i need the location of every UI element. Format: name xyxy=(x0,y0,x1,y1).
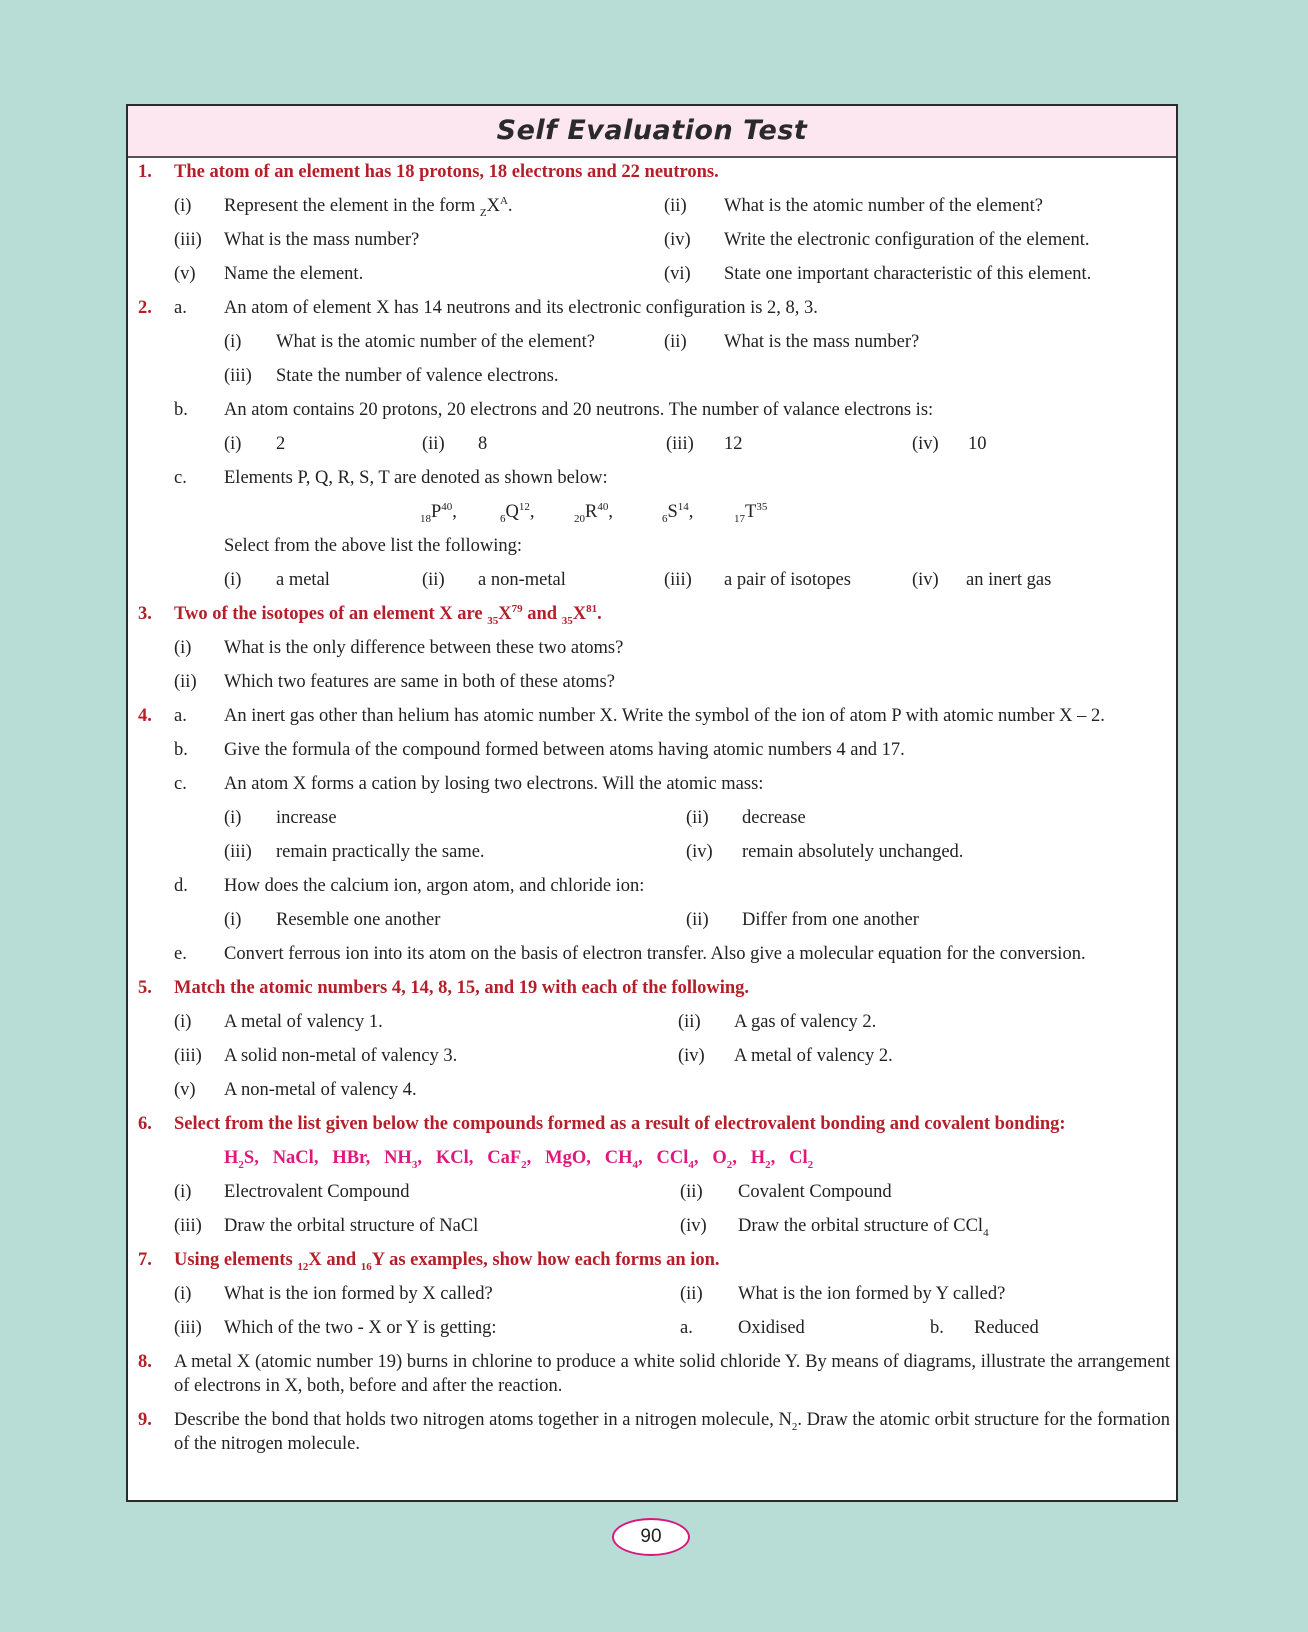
part-label: b. xyxy=(174,740,188,760)
element-p: $_{18}P^{40}$, xyxy=(420,501,457,525)
part-label: b. xyxy=(174,400,188,420)
item-label: (v) xyxy=(174,1080,196,1100)
question-number: 3. xyxy=(138,604,152,624)
item-text: What is the atomic number of the element? xyxy=(276,332,596,352)
part-text: An atom contains 20 protons, 20 electrons and 20 neutrons. The number of valance electrons is: xyxy=(224,400,934,420)
item-text: State one important characteristic of this element. xyxy=(724,264,1092,284)
part-text: An atom of element X has 14 neutrons and its electronic configuration is 2, 8, 3. xyxy=(224,298,818,318)
element-t: $_{17}T^{35}$ xyxy=(734,501,768,525)
option-text: a pair of isotopes xyxy=(724,570,851,590)
item-text: remain practically the same. xyxy=(276,842,485,862)
item-text: What is the atomic number of the element? xyxy=(724,196,1044,216)
item-label: (ii) xyxy=(664,332,687,352)
item-text: Name the element. xyxy=(224,264,364,284)
option-label: (ii) xyxy=(422,434,445,454)
option-text: 2 xyxy=(276,434,286,454)
item-text: Electrovalent Compound xyxy=(224,1182,410,1202)
item-text: What is the mass number? xyxy=(224,230,420,250)
compound: KCl, xyxy=(435,1148,474,1168)
item-label: b. xyxy=(930,1318,944,1338)
item-label: (iii) xyxy=(174,1046,202,1066)
question-stem: Using elements $_{12}$X and $_{16}$Y as examples, show how each forms an ion. xyxy=(174,1250,720,1273)
item-text: A metal of valency 2. xyxy=(734,1046,893,1066)
question-number: 9. xyxy=(138,1410,152,1430)
compound-formulas xyxy=(224,1146,813,1170)
question-stem: Select from the list given below the compounds formed as a result of electrovalent bonding and covalent bonding: xyxy=(174,1114,1066,1134)
item-text: State the number of valence electrons. xyxy=(276,366,559,386)
item-label: (ii) xyxy=(680,1182,703,1202)
item-label: (ii) xyxy=(174,672,197,692)
item-text: What is the ion formed by X called? xyxy=(224,1284,493,1304)
item-text: Which two features are same in both of these atoms? xyxy=(224,672,615,692)
item-text: Represent the element in the form $_ZX^A$. xyxy=(224,195,513,219)
item-label: (iii) xyxy=(174,230,202,250)
question-number: 2. xyxy=(138,298,152,318)
element-r: $_{20}R^{40}$, xyxy=(574,501,613,525)
item-label: (i) xyxy=(174,1284,192,1304)
question-number: 8. xyxy=(138,1352,152,1372)
compound: $O_2$, xyxy=(712,1148,737,1171)
item-label: (i) xyxy=(174,1012,192,1032)
item-text: A non-metal of valency 4. xyxy=(224,1080,417,1100)
question-number: 7. xyxy=(138,1250,152,1270)
item-label: (iii) xyxy=(224,842,252,862)
questions xyxy=(128,158,1176,1498)
item-label: (iii) xyxy=(174,1216,202,1236)
item-text: decrease xyxy=(742,808,806,828)
option-text: 8 xyxy=(478,434,488,454)
question-stem: Match the atomic numbers 4, 14, 8, 15, and 19 with each of the following. xyxy=(174,978,750,998)
part-text: An atom X forms a cation by losing two electrons. Will the atomic mass: xyxy=(224,774,764,794)
item-text: Write the electronic configuration of the element. xyxy=(724,230,1090,250)
item-text: What is the ion formed by Y called? xyxy=(738,1284,1006,1304)
question-stem: The atom of an element has 18 protons, 18 electrons and 22 neutrons. xyxy=(174,162,719,182)
item-text: A metal of valency 1. xyxy=(224,1012,383,1032)
page-number: 90 xyxy=(612,1518,690,1556)
item-label: (iv) xyxy=(678,1046,705,1066)
option-text: 12 xyxy=(724,434,743,454)
item-label: (iii) xyxy=(174,1318,202,1338)
item-label: (i) xyxy=(224,332,242,352)
option-text: a non-metal xyxy=(478,570,566,590)
item-label: (i) xyxy=(174,638,192,658)
compound: MgO, xyxy=(545,1148,591,1168)
option-label: (iii) xyxy=(664,570,692,590)
compound: $H_2$, xyxy=(750,1148,776,1171)
item-label: (v) xyxy=(174,264,196,284)
item-text: remain absolutely unchanged. xyxy=(742,842,964,862)
item-label: (iv) xyxy=(686,842,713,862)
option-label: (iii) xyxy=(666,434,694,454)
item-label: a. xyxy=(680,1318,693,1338)
item-text: Differ from one another xyxy=(742,910,919,930)
compound: NaCl, xyxy=(272,1148,319,1168)
compound: CCl$_4$, xyxy=(656,1148,699,1171)
item-label: (i) xyxy=(174,1182,192,1202)
question-text: Describe the bond that holds two nitrogen atoms together in a nitrogen molecule, $N_2$. Draw the atomic orbit structure for the formation of the nitrogen molecule. xyxy=(174,1410,1170,1454)
option-label: (i) xyxy=(224,570,242,590)
item-text: Reduced xyxy=(974,1318,1039,1338)
item-label: (vi) xyxy=(664,264,691,284)
option-label: (iv) xyxy=(912,434,939,454)
compound: CaF$_2$, xyxy=(487,1148,532,1171)
item-label: (ii) xyxy=(680,1284,703,1304)
item-text: Draw the orbital structure of CCl$_4$ xyxy=(738,1216,989,1239)
compound: $Cl_2$ xyxy=(789,1148,814,1171)
item-label: (i) xyxy=(174,196,192,216)
question-stem: Two of the isotopes of an element X are $_{35}X^{79}$ and $_{35}X^{81}$. xyxy=(174,603,602,627)
part-text: Elements P, Q, R, S, T are denoted as shown below: xyxy=(224,468,608,488)
item-label: (ii) xyxy=(678,1012,701,1032)
option-label: (ii) xyxy=(422,570,445,590)
option-text: 10 xyxy=(968,434,987,454)
item-text: Oxidised xyxy=(738,1318,805,1338)
item-label: (ii) xyxy=(686,910,709,930)
item-label: (iv) xyxy=(680,1216,707,1236)
item-text: Draw the orbital structure of NaCl xyxy=(224,1216,479,1236)
option-label: (iv) xyxy=(912,570,939,590)
question-number: 5. xyxy=(138,978,152,998)
test-frame xyxy=(126,104,1178,1502)
question-9 xyxy=(128,1408,1176,1456)
question-number: 4. xyxy=(138,706,152,726)
item-text: Resemble one another xyxy=(276,910,441,930)
item-text: A gas of valency 2. xyxy=(734,1012,877,1032)
compound: $H_2S$, xyxy=(224,1148,259,1171)
item-label: (i) xyxy=(224,808,242,828)
part-label: c. xyxy=(174,774,187,794)
compound: HBr, xyxy=(332,1148,371,1168)
part-text: Select from the above list the following: xyxy=(224,536,522,556)
question-text: A metal X (atomic number 19) burns in chlorine to produce a white solid chloride Y. By means of diagrams, illustrate the arrangement of electrons in X, both, before and after the reaction. xyxy=(174,1352,1170,1396)
item-text: Which of the two - X or Y is getting: xyxy=(224,1318,497,1338)
item-label: (i) xyxy=(224,910,242,930)
item-label: (iii) xyxy=(224,366,252,386)
item-text: What is the only difference between these two atoms? xyxy=(224,638,624,658)
element-s: $_6S^{14}$, xyxy=(662,501,694,525)
part-label: e. xyxy=(174,944,187,964)
option-text: a metal xyxy=(276,570,330,590)
part-text: Convert ferrous ion into its atom on the basis of electron transfer. Also give a molecular equation for the conversion. xyxy=(224,944,1086,964)
part-label: a. xyxy=(174,706,187,726)
element-q: $_6Q^{12}$, xyxy=(500,501,535,525)
part-text: How does the calcium ion, argon atom, and chloride ion: xyxy=(224,876,645,896)
compound: $NH_3$, xyxy=(384,1148,422,1171)
compound: $CH_4$, xyxy=(604,1148,643,1171)
item-text: increase xyxy=(276,808,337,828)
item-text: A solid non-metal of valency 3. xyxy=(224,1046,458,1066)
option-text: an inert gas xyxy=(966,570,1052,590)
part-label: c. xyxy=(174,468,187,488)
question-number: 6. xyxy=(138,1114,152,1134)
question-number: 1. xyxy=(138,162,152,182)
part-label: d. xyxy=(174,876,188,896)
item-label: (ii) xyxy=(664,196,687,216)
part-text: Give the formula of the compound formed between atoms having atomic numbers 4 and 17. xyxy=(224,740,905,760)
item-label: (iv) xyxy=(664,230,691,250)
item-text: What is the mass number? xyxy=(724,332,920,352)
option-label: (i) xyxy=(224,434,242,454)
page-title: Self Evaluation Test xyxy=(128,106,1176,158)
part-text: An inert gas other than helium has atomic number X. Write the symbol of the ion of atom P with atomic number X – 2. xyxy=(224,706,1105,726)
part-label: a. xyxy=(174,298,187,318)
item-label: (ii) xyxy=(686,808,709,828)
item-text: Covalent Compound xyxy=(738,1182,892,1202)
question-8 xyxy=(128,1350,1176,1398)
